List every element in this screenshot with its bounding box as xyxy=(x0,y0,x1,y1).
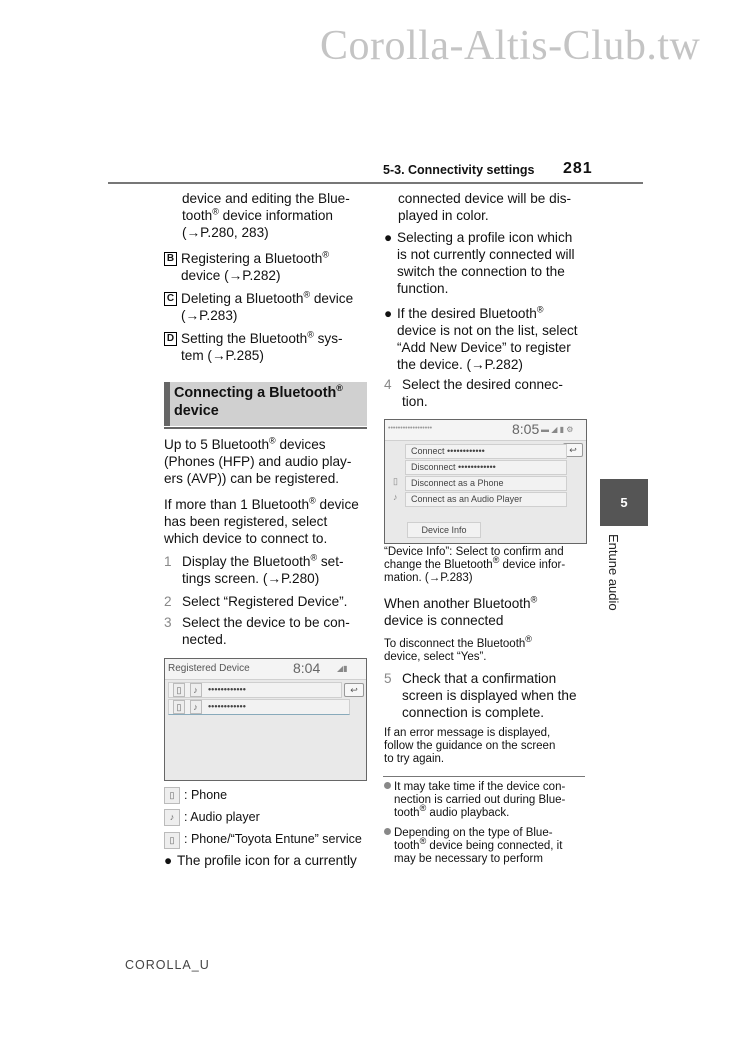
connection-options-screen xyxy=(384,419,587,544)
device-row-2[interactable]: ▯ ♪ •••••••••••• xyxy=(168,699,350,715)
header-rule xyxy=(108,182,643,184)
footer-code: COROLLA_U xyxy=(125,958,210,972)
bullet-select-profile: ● Selecting a profile icon which is not currently connected will switch the connection to the function. xyxy=(384,230,575,296)
step-1: 1 Display the Bluetooth® set- tings screen. (→P.280) xyxy=(164,552,344,586)
screen-title: Registered Device xyxy=(168,663,250,674)
connect-audio-option[interactable]: Connect as an Audio Player xyxy=(405,492,567,507)
multi-device-paragraph: If more than 1 Bluetooth® device has been registered, select which device to connect to. xyxy=(164,495,359,546)
heading-rule xyxy=(164,427,367,429)
note-rule xyxy=(383,776,585,777)
phone-icon: ▯ xyxy=(173,683,185,697)
gray-bullet-icon xyxy=(384,782,391,789)
icon-legend: ▯ : Phone ♪ : Audio player ▯ : Phone/“Toyota Entune” service xyxy=(164,787,374,849)
disconnect-phone-option[interactable]: Disconnect as a Phone xyxy=(405,476,567,491)
screen-header: •••••••••••••••••• 8:05 ▬ ◢ ▮ ⚙ xyxy=(385,420,586,441)
error-note: If an error message is displayed, follow the guidance on the screen to try again. xyxy=(384,727,556,765)
phone-service-icon: ▯ xyxy=(164,832,180,849)
page-number: 281 xyxy=(563,160,593,177)
chapter-label: Entune audio xyxy=(606,534,621,611)
another-device-subheading: When another Bluetooth® device is connected xyxy=(384,594,538,628)
step-3: 3 Select the device to be con- nected. xyxy=(164,615,350,647)
watermark: Corolla-Altis-Club.tw xyxy=(320,23,701,69)
section-heading: Connecting a Bluetooth® device xyxy=(164,382,367,426)
device-info-button[interactable]: Device Info xyxy=(407,522,481,538)
section-title: 5-3. Connectivity settings xyxy=(383,163,535,177)
gray-bullet-icon xyxy=(384,828,391,835)
disconnect-option[interactable]: Disconnect •••••••••••• xyxy=(405,460,567,475)
clock: 8:05 xyxy=(512,421,540,437)
music-note-icon: ♪ xyxy=(393,492,398,502)
phone-icon: ▯ xyxy=(164,787,180,804)
clock: 8:04 xyxy=(293,660,321,676)
back-arrow-icon[interactable]: ↩ xyxy=(344,683,364,697)
item-c: C Deleting a Bluetooth® device (→P.283) xyxy=(164,290,369,324)
device-info-caption: “Device Info”: Select to confirm and change the Bluetooth® device infor- mation. (→P.283) xyxy=(384,546,566,584)
left-continuation: device and editing the Blue- tooth® device information (→P.280, 283) xyxy=(182,191,350,240)
registered-device-screen xyxy=(164,658,367,781)
intro-paragraph: Up to 5 Bluetooth® devices (Phones (HFP) and audio play- ers (AVP)) can be registered. xyxy=(164,435,352,486)
back-arrow-icon[interactable]: ↩ xyxy=(563,443,583,457)
chapter-tab[interactable]: 5 xyxy=(600,479,648,526)
music-note-icon: ♪ xyxy=(190,683,202,697)
audio-player-icon: ♪ xyxy=(164,809,180,826)
note-device-type: Depending on the type of Blue- tooth® device being connected, it may be necessary to perform xyxy=(384,827,589,866)
step-5: 5 Check that a confirmation screen is displayed when the connection is complete. xyxy=(384,671,577,720)
phone-icon: ▯ xyxy=(393,476,398,486)
device-row-1[interactable]: ▯ ♪ •••••••••••• xyxy=(168,682,342,698)
status-icons: ▬ ◢ ▮ ⚙ xyxy=(541,425,574,434)
letter-d-box: D xyxy=(164,332,177,346)
letter-c-box: C xyxy=(164,292,177,306)
signal-icon: ◢▮ xyxy=(337,664,348,673)
bullet-profile-icon: ● The profile icon for a currently xyxy=(164,853,357,868)
bullet-add-device: ● If the desired Bluetooth® device is not on the list, select “Add New Device” to register the device. (→P.282) xyxy=(384,304,578,372)
step-4: 4 Select the desired connec- tion. xyxy=(384,377,563,409)
disconnect-note: To disconnect the Bluetooth® device, select “Yes”. xyxy=(384,634,532,663)
phone-service-icon: ▯ xyxy=(173,700,185,714)
item-b: B Registering a Bluetooth® device (→P.282) xyxy=(164,250,369,284)
connect-option[interactable]: Connect •••••••••••• xyxy=(405,444,567,459)
music-note-icon: ♪ xyxy=(190,700,202,714)
note-connection-time: It may take time if the device con- nection is carried out during Blue- tooth® audio playback. xyxy=(384,781,589,820)
letter-b-box: B xyxy=(164,252,177,266)
item-d: D Setting the Bluetooth® sys- tem (→P.285) xyxy=(164,330,369,364)
step-2: 2 Select “Registered Device”. xyxy=(164,594,348,609)
screen-header xyxy=(165,659,366,680)
right-continuation: connected device will be dis- played in color. xyxy=(398,191,572,223)
